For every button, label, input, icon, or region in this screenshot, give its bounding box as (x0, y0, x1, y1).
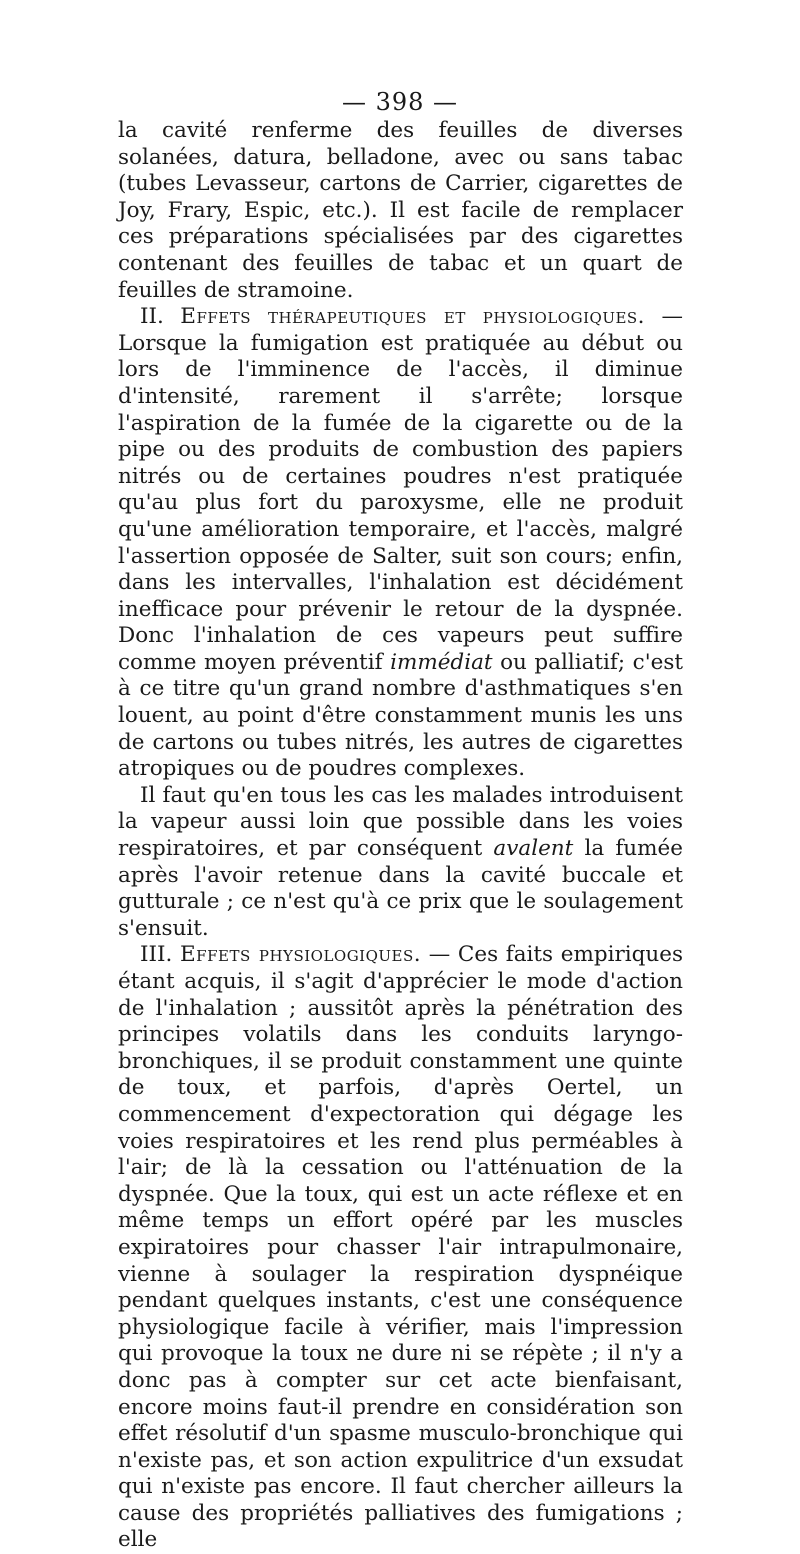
paragraph-text: ou palliatif; c'est à ce titre qu'un grand nombre d'asthmatiques s'en louent, au point d'être constamment munis les uns de cartons ou tubes nitrés, les autres de cigarettes atropiques ou de poudres complexes. (118, 649, 683, 782)
paragraph-inhalation-advice (118, 783, 683, 943)
italic-term: avalent (493, 836, 574, 862)
paragraph-text: la cavité renferme des feuilles de diverses solanées, datura, belladone, avec ou sans tabac (tubes Levasseur, cartons de Carrier, cigarettes de Joy, Frary, Espic, etc.). Il est facile de remplacer ces préparations spécialisées par des cigarettes contenant des feuilles de tabac et un quart de feuilles de stramoine. (118, 118, 683, 303)
paragraph-text: — Lorsque la fumigation est pratiquée au début ou lors de l'imminence de l'accès, il diminue d'intensité, rarement il s'arrête; lorsque l'aspiration de la fumée de la cigarette ou de la pipe ou des produits de combustion des papiers nitrés ou de certaines poudres n'est pratiquée qu'au plus fort du paroxysme, elle ne produit qu'une amélioration temporaire, et l'accès, malgré l'assertion opposée de Salter, suit son cours; enfin, dans les intervalles, l'inhalation est décidément inefficace pour prévenir le retour de la dyspnée. Donc l'inhalation de ces vapeurs peut suffire comme moyen préventif (118, 304, 683, 675)
section-number: III. (140, 942, 173, 968)
section-heading: Effets physiologiques. (179, 942, 422, 968)
paragraph-section-iii (118, 942, 683, 1554)
section-number: II. (140, 304, 164, 330)
italic-term: immédiat (390, 649, 493, 675)
body-text (118, 118, 683, 1554)
paragraph-text: la fumée après l'avoir retenue dans la cavité buccale et gutturale ; ce n'est qu'à ce prix que le soulagement s'ensuit. (118, 836, 683, 941)
page-number: — 398 — (341, 88, 459, 116)
section-heading: Effets thérapeutiques et physiologiques. (180, 304, 646, 330)
paragraph-continuation (118, 118, 683, 304)
paragraph-section-ii (118, 304, 683, 783)
paragraph-text: — Ces faits empiriques étant acquis, il s'agit d'apprécier le mode d'action de l'inhalation ; aussitôt après la pénétration des principes volatils dans les conduits laryngo-bronchiques, il se produit constamment une quinte de toux, et parfois, d'après Oertel, un commencement d'expectoration qui dégage les voies respiratoires et les rend plus perméables à l'air; de là la cessation ou l'atténuation de la dyspnée. Que la toux, qui est un acte réflexe et en même temps un effort opéré par les muscles expiratoires pour chasser l'air intrapulmonaire, vienne à soulager la respiration dyspnéique pendant quelques instants, c'est une conséquence physiologique facile à vérifier, mais l'impression qui provoque la toux ne dure ni se répète ; il n'y a donc pas à compter sur cet acte bienfaisant, encore moins faut-il prendre en considération son effet résolutif d'un spasme musculo-bronchique qui n'existe pas, et son action expulitrice d'un exsudat qui n'existe pas encore. Il faut chercher ailleurs la cause des propriétés palliatives des fumigations ; elle (118, 942, 683, 1553)
paragraph-text: Il faut qu'en tous les cas les malades introduisent la vapeur aussi loin que possible dans les voies respiratoires, et par conséquent (118, 782, 683, 862)
